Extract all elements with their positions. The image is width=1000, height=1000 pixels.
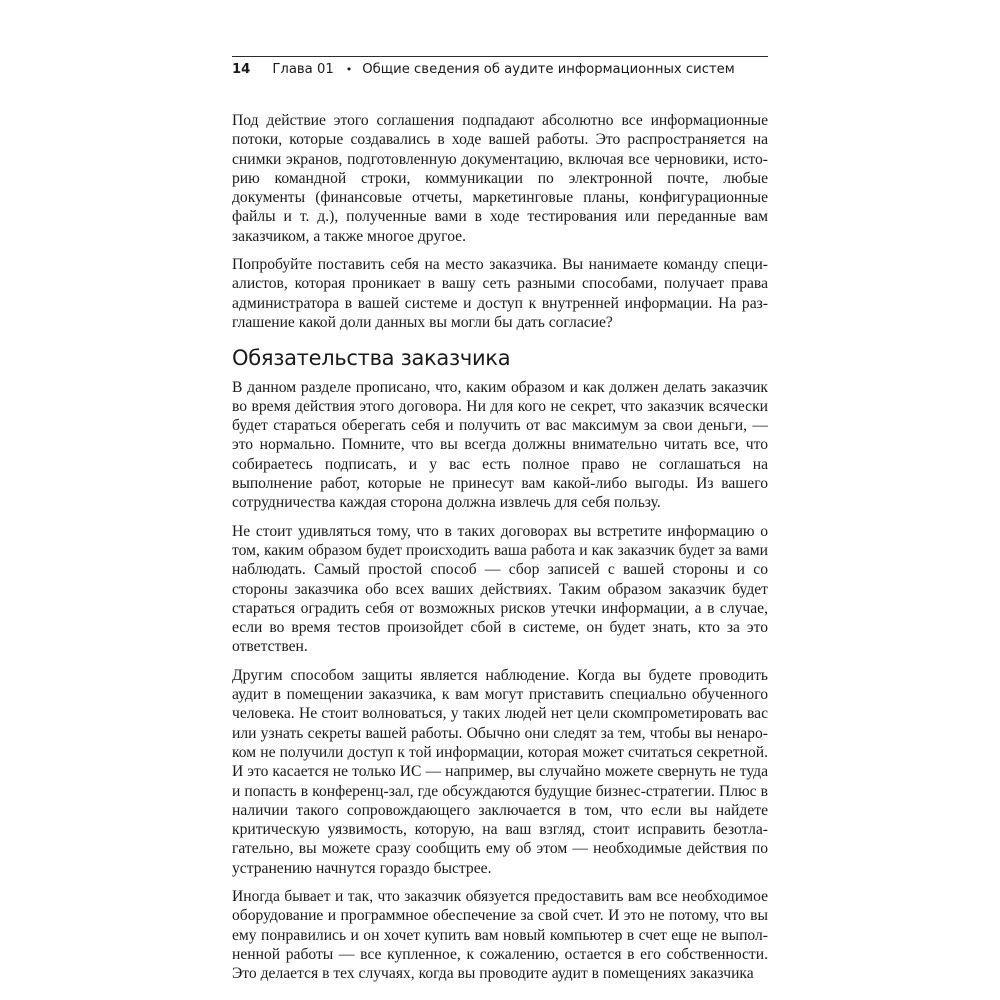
chapter-label: Глава 01 (272, 62, 334, 77)
book-page (232, 56, 768, 992)
section-heading: Обязательства заказчика (232, 346, 511, 371)
body-text (232, 111, 768, 983)
paragraph-section-3: Другим способом защиты является наблюдение. Когда вы будете проводить аудит в помещении заказчика, к вам могут приставить специально обученного человека. Не стоит волноваться, у таких людей нет цели скомпрометировать вас или узнать секреты вашей работы. Обычно они следят за тем, чтобы вы ненароком не получили доступ к той информации, которая может считаться секретной. И это касается не только ИС — например, вы случайно можете свернуть не туда и попасть в конференц-зал, где обсуждаются будущие бизнес-стратегии. Плюс в наличии такого сопровождающего заключается в том, что если вы найдете критическую уязвимость, которую, на ваш взгляд, стоит исправить безотлагательно, вы можете сразу сообщить ему об этом — необходимые действия по устранению начнутся гораздо быстрее. (232, 666, 768, 877)
chapter-title: Общие сведения об аудите информационных систем (362, 62, 735, 77)
header-bullet: • (345, 63, 353, 76)
running-header (232, 56, 768, 88)
page-number: 14 (232, 62, 251, 77)
paragraph-section-4: Иногда бывает и так, что заказчик обязуется предоставить вам все необходимое оборудование и программное обеспечение за свой счет. И это не потому, что вы ему понравились и он хочет купить вам новый компьютер в счет еще не выполненной работы — все купленное, к сожалению, остается в его собственности. Это делается в тех случаях, когда вы проводите аудит в помещениях заказчика (232, 887, 768, 983)
paragraph-intro-2: Попробуйте поставить себя на место заказчика. Вы нанимаете команду специалистов, которая проникает в вашу сеть разными способами, получает права администратора в вашей системе и доступ к внутренней информации. На разглашение какой доли данных вы могли бы дать согласие? (232, 256, 768, 331)
paragraph-intro-1: Под действие этого соглашения подпадают абсолютно все информационные потоки, которые создавались в ходе вашей работы. Это распространяется на снимки экранов, подготовленную документацию, включая все черновики, историю командной строки, коммуникации по электронной почте, любые документы (финансовые отчеты, маркетинговые планы, конфигурационные файлы и т. д.), полученные вами в ходе тестирования или переданные вам заказчиком, а также многое другое. (232, 112, 768, 245)
paragraph-section-2: Не стоит удивляться тому, что в таких договорах вы встретите информацию о том, каким образом будет происходить ваша работа и как заказчик будет за вами наблюдать. Самый простой способ — сбор записей с вашей стороны и со стороны заказчика обо всех ваших действиях. Таким образом заказчик будет стараться оградить себя от возможных рисков утечки информации, а в случае, если во время тестов произойдет сбой в системе, он будет знать, кто за это ответствен. (232, 522, 768, 656)
paragraph-section-1: В данном разделе прописано, что, каким образом и как должен делать заказчик во время действия этого договора. Ни для кого не секрет, что заказчик всячески будет стараться оберегать себя и получить от вас максимум за свои деньги, — это нормально. Помните, что вы всегда должны внимательно читать все, что собираетесь подписать, и у вас есть полное право не соглашаться на выполнение работ, которые не принесут вам какой-либо выгоды. Из вашего сотрудничества каждая сторона должна извлечь для себя пользу. (232, 378, 768, 512)
